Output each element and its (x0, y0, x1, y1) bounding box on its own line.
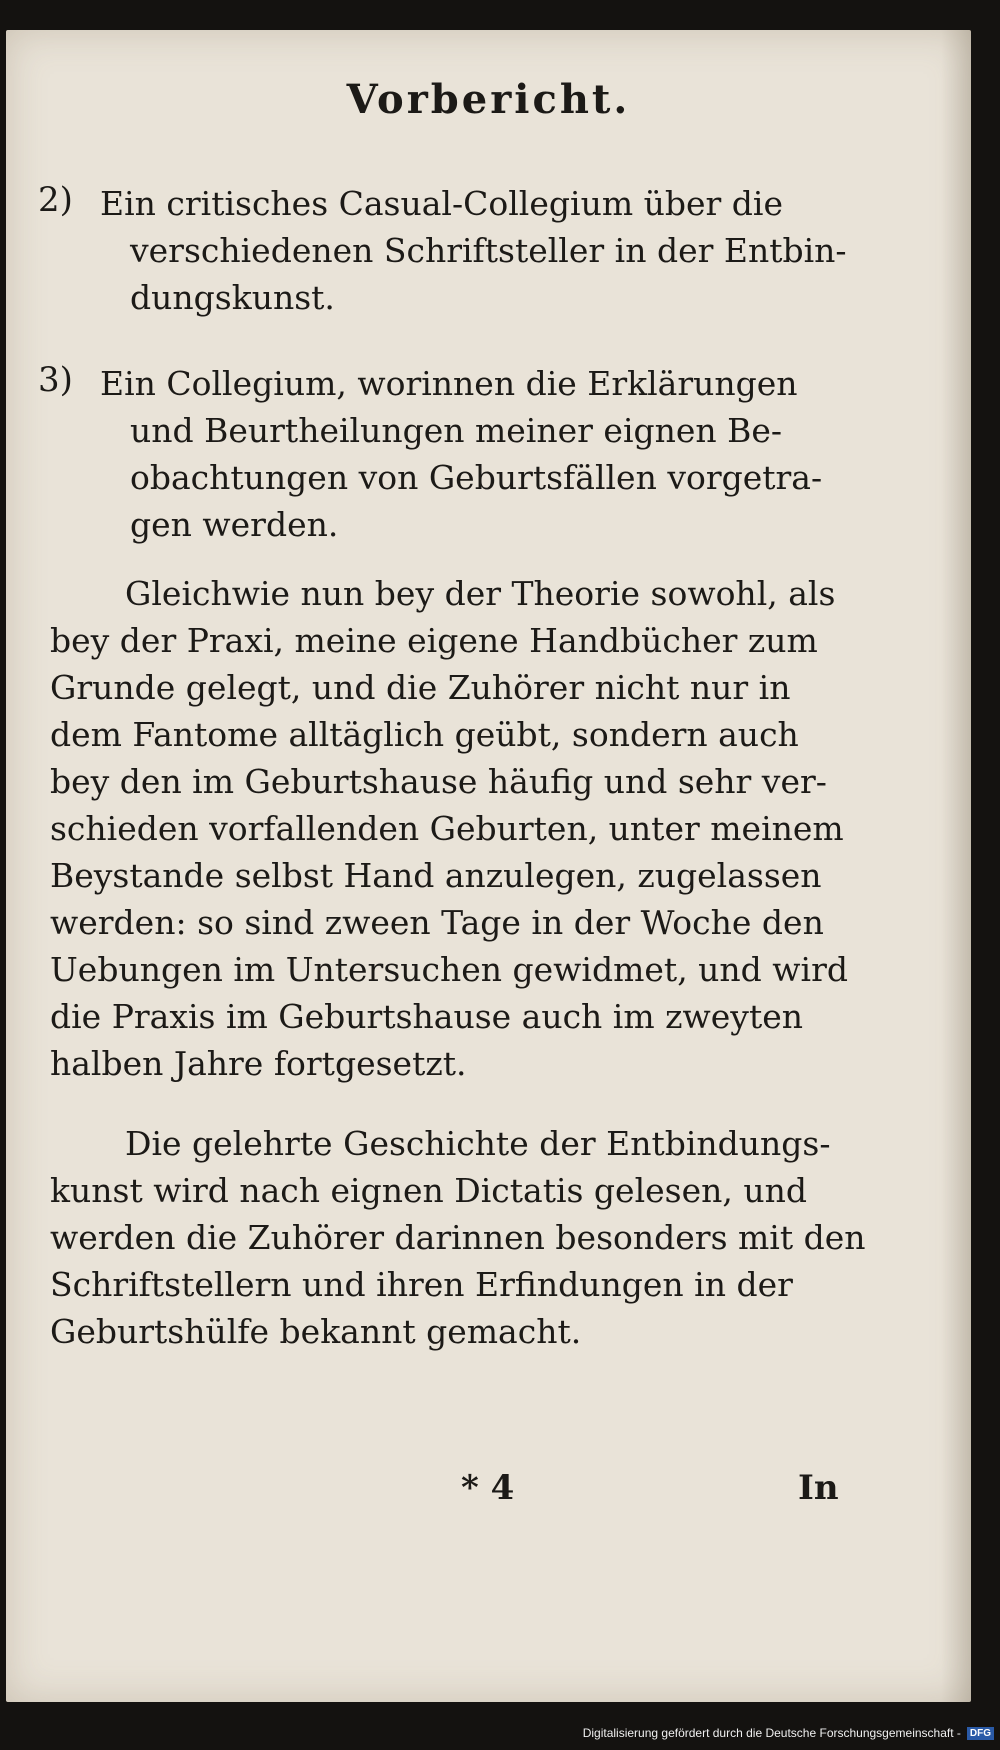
text-line: Beystande selbst Hand anzulegen, zugelassen (50, 856, 822, 895)
text-line: werden: so sind zween Tage in der Woche den (50, 903, 824, 942)
text-line: Ein Collegium, worinnen die Erklärungen (100, 364, 798, 403)
digitization-credit (583, 1722, 994, 1744)
text-line: halben Jahre fortgesetzt. (50, 1044, 467, 1083)
text-line: bey den im Geburtshause häufig und sehr ver- (50, 762, 827, 801)
text-line: schieden vorfallenden Geburten, unter meinem (50, 809, 844, 848)
book-page (6, 30, 971, 1702)
item-number: 3) (38, 360, 73, 400)
text-line: Die gelehrte Geschichte der Entbindungs- (125, 1124, 831, 1163)
paragraph (50, 570, 850, 1087)
list-item (38, 360, 838, 548)
credit-text: Digitalisierung gefördert durch die Deutsche Forschungsgemeinschaft - (582, 1726, 961, 1740)
text-line: gen werden. (130, 505, 339, 544)
text-line: Gleichwie nun bey der Theorie sowohl, als (125, 574, 836, 613)
text-line: kunst wird nach eignen Dictatis gelesen, und (50, 1171, 808, 1210)
text-line: werden die Zuhörer darinnen besonders mit den (50, 1218, 866, 1257)
text-line: dem Fantome alltäglich geübt, sondern auch (50, 715, 799, 754)
text-line: Grunde gelegt, und die Zuhörer nicht nur in (50, 668, 791, 707)
list-item (38, 180, 847, 321)
text-line: bey der Praxi, meine eigene Handbücher zum (50, 621, 818, 660)
text-line: die Praxis im Geburtshause auch im zweyten (50, 997, 803, 1036)
text-line: obachtungen von Geburtsfällen vorgetra- (130, 458, 823, 497)
text-line: Ein critisches Casual-Collegium über die (100, 184, 783, 223)
text-line: Schriftstellern und ihren Erfindungen in der (50, 1265, 793, 1304)
text-line: Geburtshülfe bekannt gemacht. (50, 1312, 582, 1351)
signature-mark: * 4 (461, 1468, 515, 1508)
paragraph (50, 1120, 866, 1355)
dfg-logo: DFG (967, 1727, 994, 1740)
running-header: Vorbericht. (346, 76, 631, 123)
text-line: dungskunst. (130, 278, 335, 317)
text-line: verschiedenen Schriftsteller in der Entbin- (130, 231, 847, 270)
item-number: 2) (38, 180, 73, 220)
text-line: Uebungen im Untersuchen gewidmet, und wird (50, 950, 848, 989)
catchword: In (798, 1468, 839, 1508)
text-line: und Beurtheilungen meiner eignen Be- (130, 411, 783, 450)
